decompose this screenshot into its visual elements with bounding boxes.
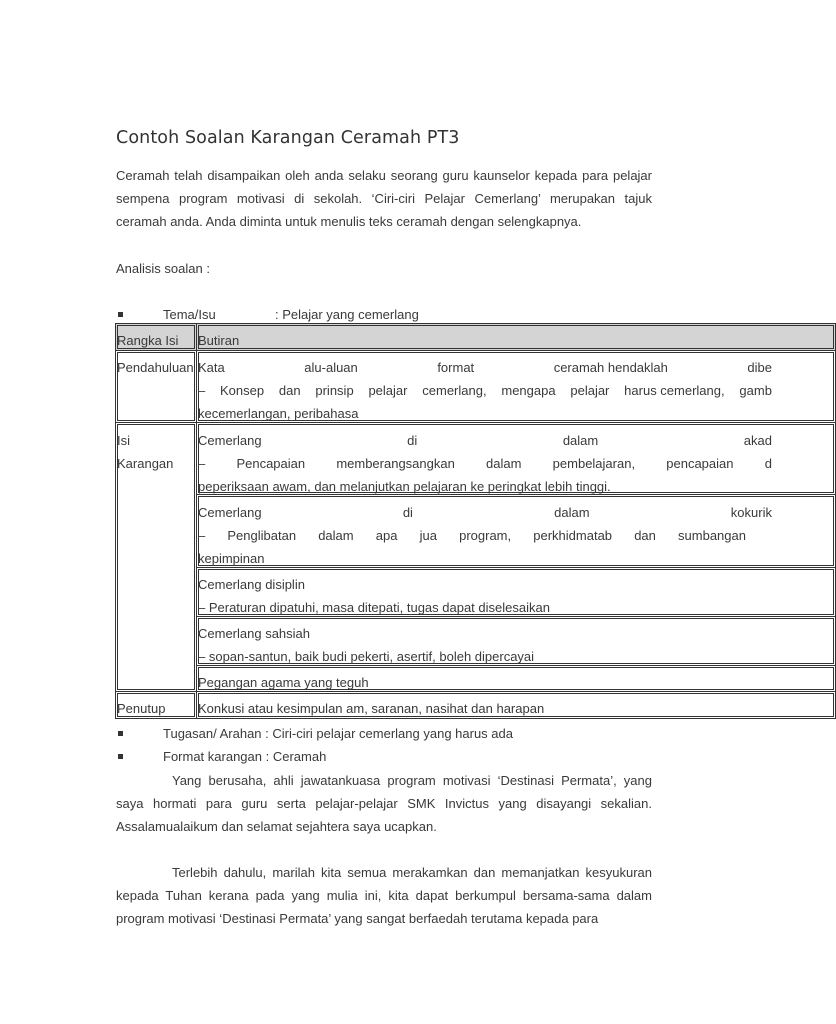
word: akad [743,433,772,448]
isi-item2-line2 [198,524,746,547]
word: mengapa [501,383,556,398]
word: program, [459,528,512,543]
word: ceramah hendaklah [553,360,668,375]
tema-value: : Pelajar yang cemerlang [275,307,419,322]
word: dalam [562,433,599,448]
isi-item4-line1: Cemerlang sahsiah [198,626,311,641]
word: dibe [747,360,772,375]
pendahuluan-line1 [198,356,772,379]
isi-item2-line1 [198,501,772,524]
word: – [198,528,206,543]
word: di [402,505,413,520]
word: pelajar [368,383,408,398]
word: Konsep [220,383,265,398]
word: – [198,456,206,471]
bullet-icon [118,754,123,759]
isi-item1-line1 [198,429,772,452]
page-title: Contoh Soalan Karangan Ceramah PT3 [116,128,460,148]
karangan-label: Karangan [117,456,174,471]
word: dan [278,383,301,398]
word: sumbangan [678,528,746,543]
isi-item1-line2 [198,452,772,475]
bullet-list-after [116,722,513,768]
word: gamb [739,383,772,398]
word: Penglibatan [227,528,297,543]
bullet-text: Tugasan/ Arahan : Ciri-ciri pelajar cemerlang yang harus ada [163,726,513,741]
pendahuluan-line2 [198,379,772,402]
word: Pencapaian [236,456,306,471]
word: pencapaian [666,456,734,471]
word: alu-aluan [304,360,358,375]
header-butiran: Butiran [198,333,240,348]
analisis-label: Analisis soalan : [116,261,210,276]
word: dalam [318,528,354,543]
word: memberangsangkan [336,456,455,471]
bullet-icon [118,731,123,736]
penutup-text: Konkusi atau kesimpulan am, saranan, nasihat dan harapan [198,701,545,716]
header-rangka-isi: Rangka Isi [117,333,179,348]
table-header-cell [196,323,836,351]
isi-label: Isi [117,433,130,448]
tema-label: Tema/Isu [163,307,216,322]
body-paragraph-1: Yang berusaha, ahli jawatankuasa program motivasi ‘Destinasi Permata’, yang saya hormati para guru serta pelajar-pelajar SMK Invictus yang disayangi sekalian. Assalamualaikum dan selamat sejahtera saya ucapkan. [116,773,652,834]
word: – [198,383,206,398]
isi-item3-line1: Cemerlang disiplin [198,577,305,592]
list-item [116,722,513,745]
intro-paragraph: Ceramah telah disampaikan oleh anda selaku seorang guru kaunselor kepada para pelajar sempena program motivasi di sekolah. ‘Ciri-ciri Pelajar Cemerlang’ merupakan tajuk ceramah anda. Anda diminta untuk menulis teks ceramah dengan selengkapnya. [116,168,652,229]
pendahuluan-line3: kecemerlangan, peribahasa [198,406,359,421]
isi-item3-line2: – Peraturan dipatuhi, masa ditepati, tugas dapat diselesaikan [198,600,550,615]
word: cemerlang, [422,383,487,398]
isi-item5-line1: Pegangan agama yang teguh [198,675,369,690]
word: d [764,456,772,471]
body-paragraph-2: Terlebih dahulu, marilah kita semua merakamkan dan memanjatkan kesyukuran kepada Tuhan kerana pada yang mulia ini, kita dapat berkumpul bersama-sama dalam program motivasi ‘Destinasi Permata’ yang sangat berfaedah terutama kepada para [116,865,652,926]
word: format [437,360,475,375]
word: di [407,433,418,448]
word: Cemerlang [198,433,262,448]
word: Cemerlang [198,505,262,520]
list-item [116,745,513,768]
bullet-text: Format karangan : Ceramah [163,749,327,764]
bullet-icon [118,312,123,317]
word: harus cemerlang, [624,383,725,398]
word: dalam [486,456,522,471]
word: kokurik [730,505,772,520]
word: perkhidmatab [533,528,613,543]
pendahuluan-label: Pendahuluan [117,360,194,375]
isi-item4-line2: – sopan-santun, baik budi pekerti, asertif, boleh dipercayai [198,649,535,664]
word: dan [634,528,656,543]
word: jua [419,528,437,543]
word: pembelajaran, [552,456,636,471]
word: prinsip [315,383,354,398]
word: Kata [198,360,225,375]
word: dalam [554,505,590,520]
word: pelajar [570,383,610,398]
isi-item1-line3: peperiksaan awam, dan melanjutkan pelajaran ke peringkat lebih tinggi. [198,479,611,494]
penutup-label: Penutup [117,701,166,716]
word: apa [375,528,398,543]
isi-item2-line3: kepimpinan [198,551,265,566]
